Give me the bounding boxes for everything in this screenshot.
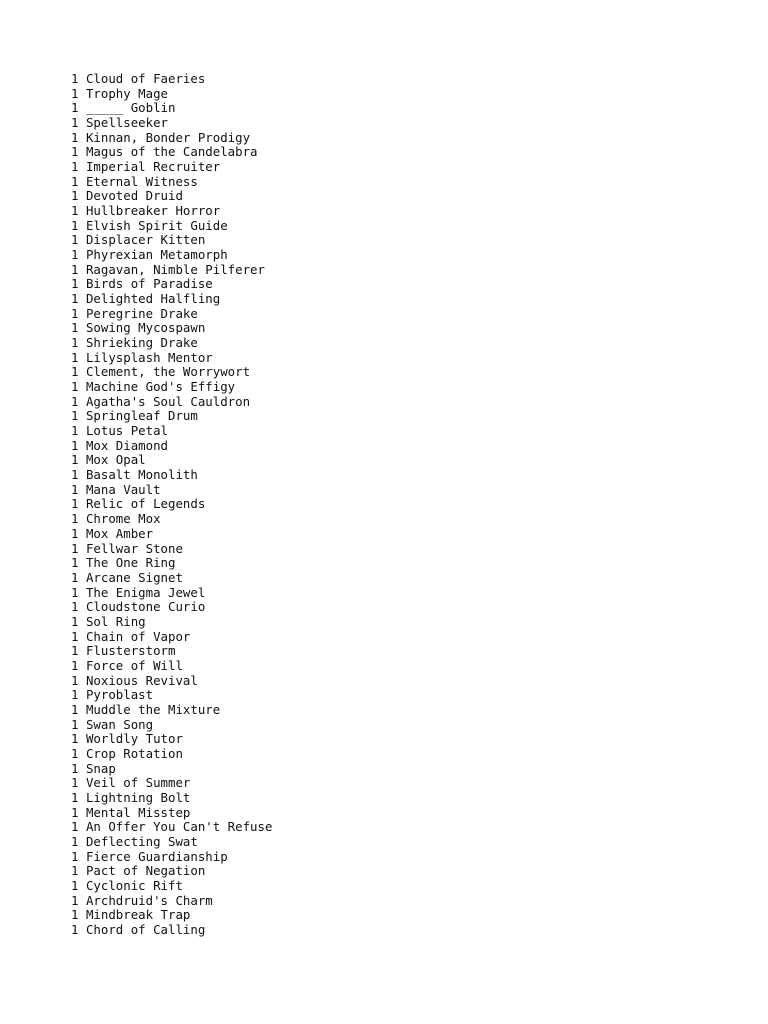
deck-list-item <box>71 160 272 175</box>
card-quantity: 1 <box>71 335 79 351</box>
card-quantity: 1 <box>71 877 79 893</box>
card-quantity: 1 <box>71 760 79 776</box>
deck-list-item <box>71 586 272 601</box>
card-name: Deflecting Swat <box>85 833 198 849</box>
deck-list-item <box>71 703 272 718</box>
card-name: Ragavan, Nimble Pilferer <box>85 261 265 277</box>
deck-list-item <box>71 571 272 586</box>
card-name: _____ Goblin <box>85 100 176 116</box>
card-name: The Enigma Jewel <box>85 584 206 600</box>
card-name: Magus of the Candelabra <box>85 144 258 160</box>
card-name: Snap <box>85 760 116 776</box>
card-quantity: 1 <box>71 173 79 189</box>
card-name: Archdruid's Charm <box>85 892 213 908</box>
card-quantity: 1 <box>71 437 79 453</box>
card-quantity: 1 <box>71 907 79 923</box>
deck-list-item <box>71 644 272 659</box>
deck-list-item <box>71 321 272 336</box>
card-name: Trophy Mage <box>85 85 168 101</box>
card-quantity: 1 <box>71 745 79 761</box>
card-quantity: 1 <box>71 452 79 468</box>
deck-list-item <box>71 718 272 733</box>
card-quantity: 1 <box>71 188 79 204</box>
card-quantity: 1 <box>71 291 79 307</box>
card-quantity: 1 <box>71 71 79 86</box>
card-name: Muddle the Mixture <box>85 701 221 717</box>
deck-list-item <box>71 630 272 645</box>
deck-list-item <box>71 101 272 116</box>
card-quantity: 1 <box>71 701 79 717</box>
card-quantity: 1 <box>71 731 79 747</box>
card-quantity: 1 <box>71 833 79 849</box>
card-name: Relic of Legends <box>85 496 206 512</box>
card-quantity: 1 <box>71 921 79 937</box>
card-name: Pact of Negation <box>85 863 206 879</box>
card-quantity: 1 <box>71 423 79 439</box>
card-quantity: 1 <box>71 540 79 556</box>
card-quantity: 1 <box>71 115 79 131</box>
card-quantity: 1 <box>71 203 79 219</box>
card-name: Worldly Tutor <box>85 731 183 747</box>
card-quantity: 1 <box>71 525 79 541</box>
deck-list-item <box>71 248 272 263</box>
card-name: Displacer Kitten <box>85 232 206 248</box>
deck-list-item <box>71 424 272 439</box>
deck-list-item <box>71 820 272 835</box>
card-quantity: 1 <box>71 217 79 233</box>
deck-list-item <box>71 409 272 424</box>
card-quantity: 1 <box>71 819 79 835</box>
deck-list-item <box>71 527 272 542</box>
deck-list-item <box>71 762 272 777</box>
deck-list-item <box>71 674 272 689</box>
deck-list-item <box>71 483 272 498</box>
card-quantity: 1 <box>71 408 79 424</box>
deck-list-item <box>71 395 272 410</box>
deck-list-item <box>71 175 272 190</box>
deck-list-item <box>71 600 272 615</box>
card-name: Mindbreak Trap <box>85 907 191 923</box>
card-quantity: 1 <box>71 379 79 395</box>
deck-list-item <box>71 556 272 571</box>
deck-list-item <box>71 204 272 219</box>
card-name: Eternal Witness <box>85 173 198 189</box>
deck-list-item <box>71 292 272 307</box>
card-name: Mox Diamond <box>85 437 168 453</box>
deck-list-item <box>71 879 272 894</box>
card-quantity: 1 <box>71 100 79 116</box>
deck-list-item <box>71 688 272 703</box>
card-quantity: 1 <box>71 159 79 175</box>
card-name: Cloud of Faeries <box>85 71 206 86</box>
card-quantity: 1 <box>71 261 79 277</box>
card-quantity: 1 <box>71 863 79 879</box>
deck-list-item <box>71 380 272 395</box>
card-name: Sowing Mycospawn <box>85 320 206 336</box>
card-quantity: 1 <box>71 804 79 820</box>
deck-list-item <box>71 512 272 527</box>
card-quantity: 1 <box>71 628 79 644</box>
deck-list-item <box>71 497 272 512</box>
card-name: Noxious Revival <box>85 672 198 688</box>
deck-list-item <box>71 732 272 747</box>
deck-list-item <box>71 233 272 248</box>
deck-list-item <box>71 747 272 762</box>
card-quantity: 1 <box>71 247 79 263</box>
card-name: Chord of Calling <box>85 921 206 937</box>
card-quantity: 1 <box>71 716 79 732</box>
deck-list-item <box>71 116 272 131</box>
card-name: Cyclonic Rift <box>85 877 183 893</box>
deck-list-item <box>71 453 272 468</box>
card-name: Cloudstone Curio <box>85 599 206 615</box>
card-name: Fellwar Stone <box>85 540 183 556</box>
deck-list-item <box>71 145 272 160</box>
deck-list-item <box>71 263 272 278</box>
deck-list <box>71 72 272 938</box>
deck-list-item <box>71 791 272 806</box>
card-quantity: 1 <box>71 232 79 248</box>
card-name: Lilysplash Mentor <box>85 349 213 365</box>
card-quantity: 1 <box>71 789 79 805</box>
deck-list-item <box>71 131 272 146</box>
card-name: Devoted Druid <box>85 188 183 204</box>
card-quantity: 1 <box>71 687 79 703</box>
deck-list-item <box>71 439 272 454</box>
deck-list-item <box>71 307 272 322</box>
card-quantity: 1 <box>71 848 79 864</box>
card-name: Swan Song <box>85 716 154 732</box>
card-name: Pyroblast <box>85 687 154 703</box>
deck-list-item <box>71 615 272 630</box>
card-quantity: 1 <box>71 305 79 321</box>
deck-list-item <box>71 365 272 380</box>
card-quantity: 1 <box>71 496 79 512</box>
card-name: Mental Misstep <box>85 804 191 820</box>
card-name: Spellseeker <box>85 115 168 131</box>
card-name: Phyrexian Metamorph <box>85 247 228 263</box>
card-name: Elvish Spirit Guide <box>85 217 228 233</box>
deck-list-item <box>71 219 272 234</box>
deck-list-item <box>71 336 272 351</box>
card-name: Chrome Mox <box>85 511 161 527</box>
deck-list-item <box>71 542 272 557</box>
card-name: Lotus Petal <box>85 423 168 439</box>
card-quantity: 1 <box>71 613 79 629</box>
card-name: Chain of Vapor <box>85 628 191 644</box>
card-name: Mox Amber <box>85 525 154 541</box>
card-quantity: 1 <box>71 643 79 659</box>
card-name: Peregrine Drake <box>85 305 198 321</box>
card-quantity: 1 <box>71 584 79 600</box>
deck-list-item <box>71 87 272 102</box>
card-name: Lightning Bolt <box>85 789 191 805</box>
card-quantity: 1 <box>71 599 79 615</box>
card-quantity: 1 <box>71 511 79 527</box>
deck-list-item <box>71 189 272 204</box>
deck-list-item <box>71 776 272 791</box>
card-name: Kinnan, Bonder Prodigy <box>85 129 251 145</box>
deck-list-item <box>71 923 272 938</box>
deck-list-item <box>71 468 272 483</box>
card-quantity: 1 <box>71 144 79 160</box>
card-quantity: 1 <box>71 569 79 585</box>
card-name: Machine God's Effigy <box>85 379 236 395</box>
card-name: Fierce Guardianship <box>85 848 228 864</box>
card-name: Shrieking Drake <box>85 335 198 351</box>
deck-list-item <box>71 72 272 87</box>
card-quantity: 1 <box>71 657 79 673</box>
deck-list-item <box>71 908 272 923</box>
card-name: Clement, the Worrywort <box>85 364 251 380</box>
card-name: Birds of Paradise <box>85 276 213 292</box>
card-name: Mana Vault <box>85 481 161 497</box>
card-quantity: 1 <box>71 481 79 497</box>
deck-list-item <box>71 835 272 850</box>
card-quantity: 1 <box>71 320 79 336</box>
card-quantity: 1 <box>71 276 79 292</box>
card-quantity: 1 <box>71 555 79 571</box>
card-quantity: 1 <box>71 349 79 365</box>
card-quantity: 1 <box>71 467 79 483</box>
card-name: The One Ring <box>85 555 176 571</box>
card-name: Agatha's Soul Cauldron <box>85 393 251 409</box>
deck-list-item <box>71 850 272 865</box>
card-name: Mox Opal <box>85 452 146 468</box>
deck-list-item <box>71 864 272 879</box>
card-name: Flusterstorm <box>85 643 176 659</box>
card-quantity: 1 <box>71 85 79 101</box>
card-name: Veil of Summer <box>85 775 191 791</box>
card-quantity: 1 <box>71 672 79 688</box>
card-name: Springleaf Drum <box>85 408 198 424</box>
deck-list-item <box>71 659 272 674</box>
deck-list-item <box>71 894 272 909</box>
card-name: Hullbreaker Horror <box>85 203 221 219</box>
card-quantity: 1 <box>71 129 79 145</box>
card-quantity: 1 <box>71 364 79 380</box>
card-name: Sol Ring <box>85 613 146 629</box>
deck-list-item <box>71 351 272 366</box>
card-name: An Offer You Can't Refuse <box>85 819 273 835</box>
card-quantity: 1 <box>71 775 79 791</box>
deck-list-item <box>71 806 272 821</box>
card-quantity: 1 <box>71 393 79 409</box>
card-name: Crop Rotation <box>85 745 183 761</box>
card-name: Basalt Monolith <box>85 467 198 483</box>
card-name: Arcane Signet <box>85 569 183 585</box>
card-name: Force of Will <box>85 657 183 673</box>
card-name: Imperial Recruiter <box>85 159 221 175</box>
card-name: Delighted Halfling <box>85 291 221 307</box>
card-quantity: 1 <box>71 892 79 908</box>
deck-list-item <box>71 277 272 292</box>
